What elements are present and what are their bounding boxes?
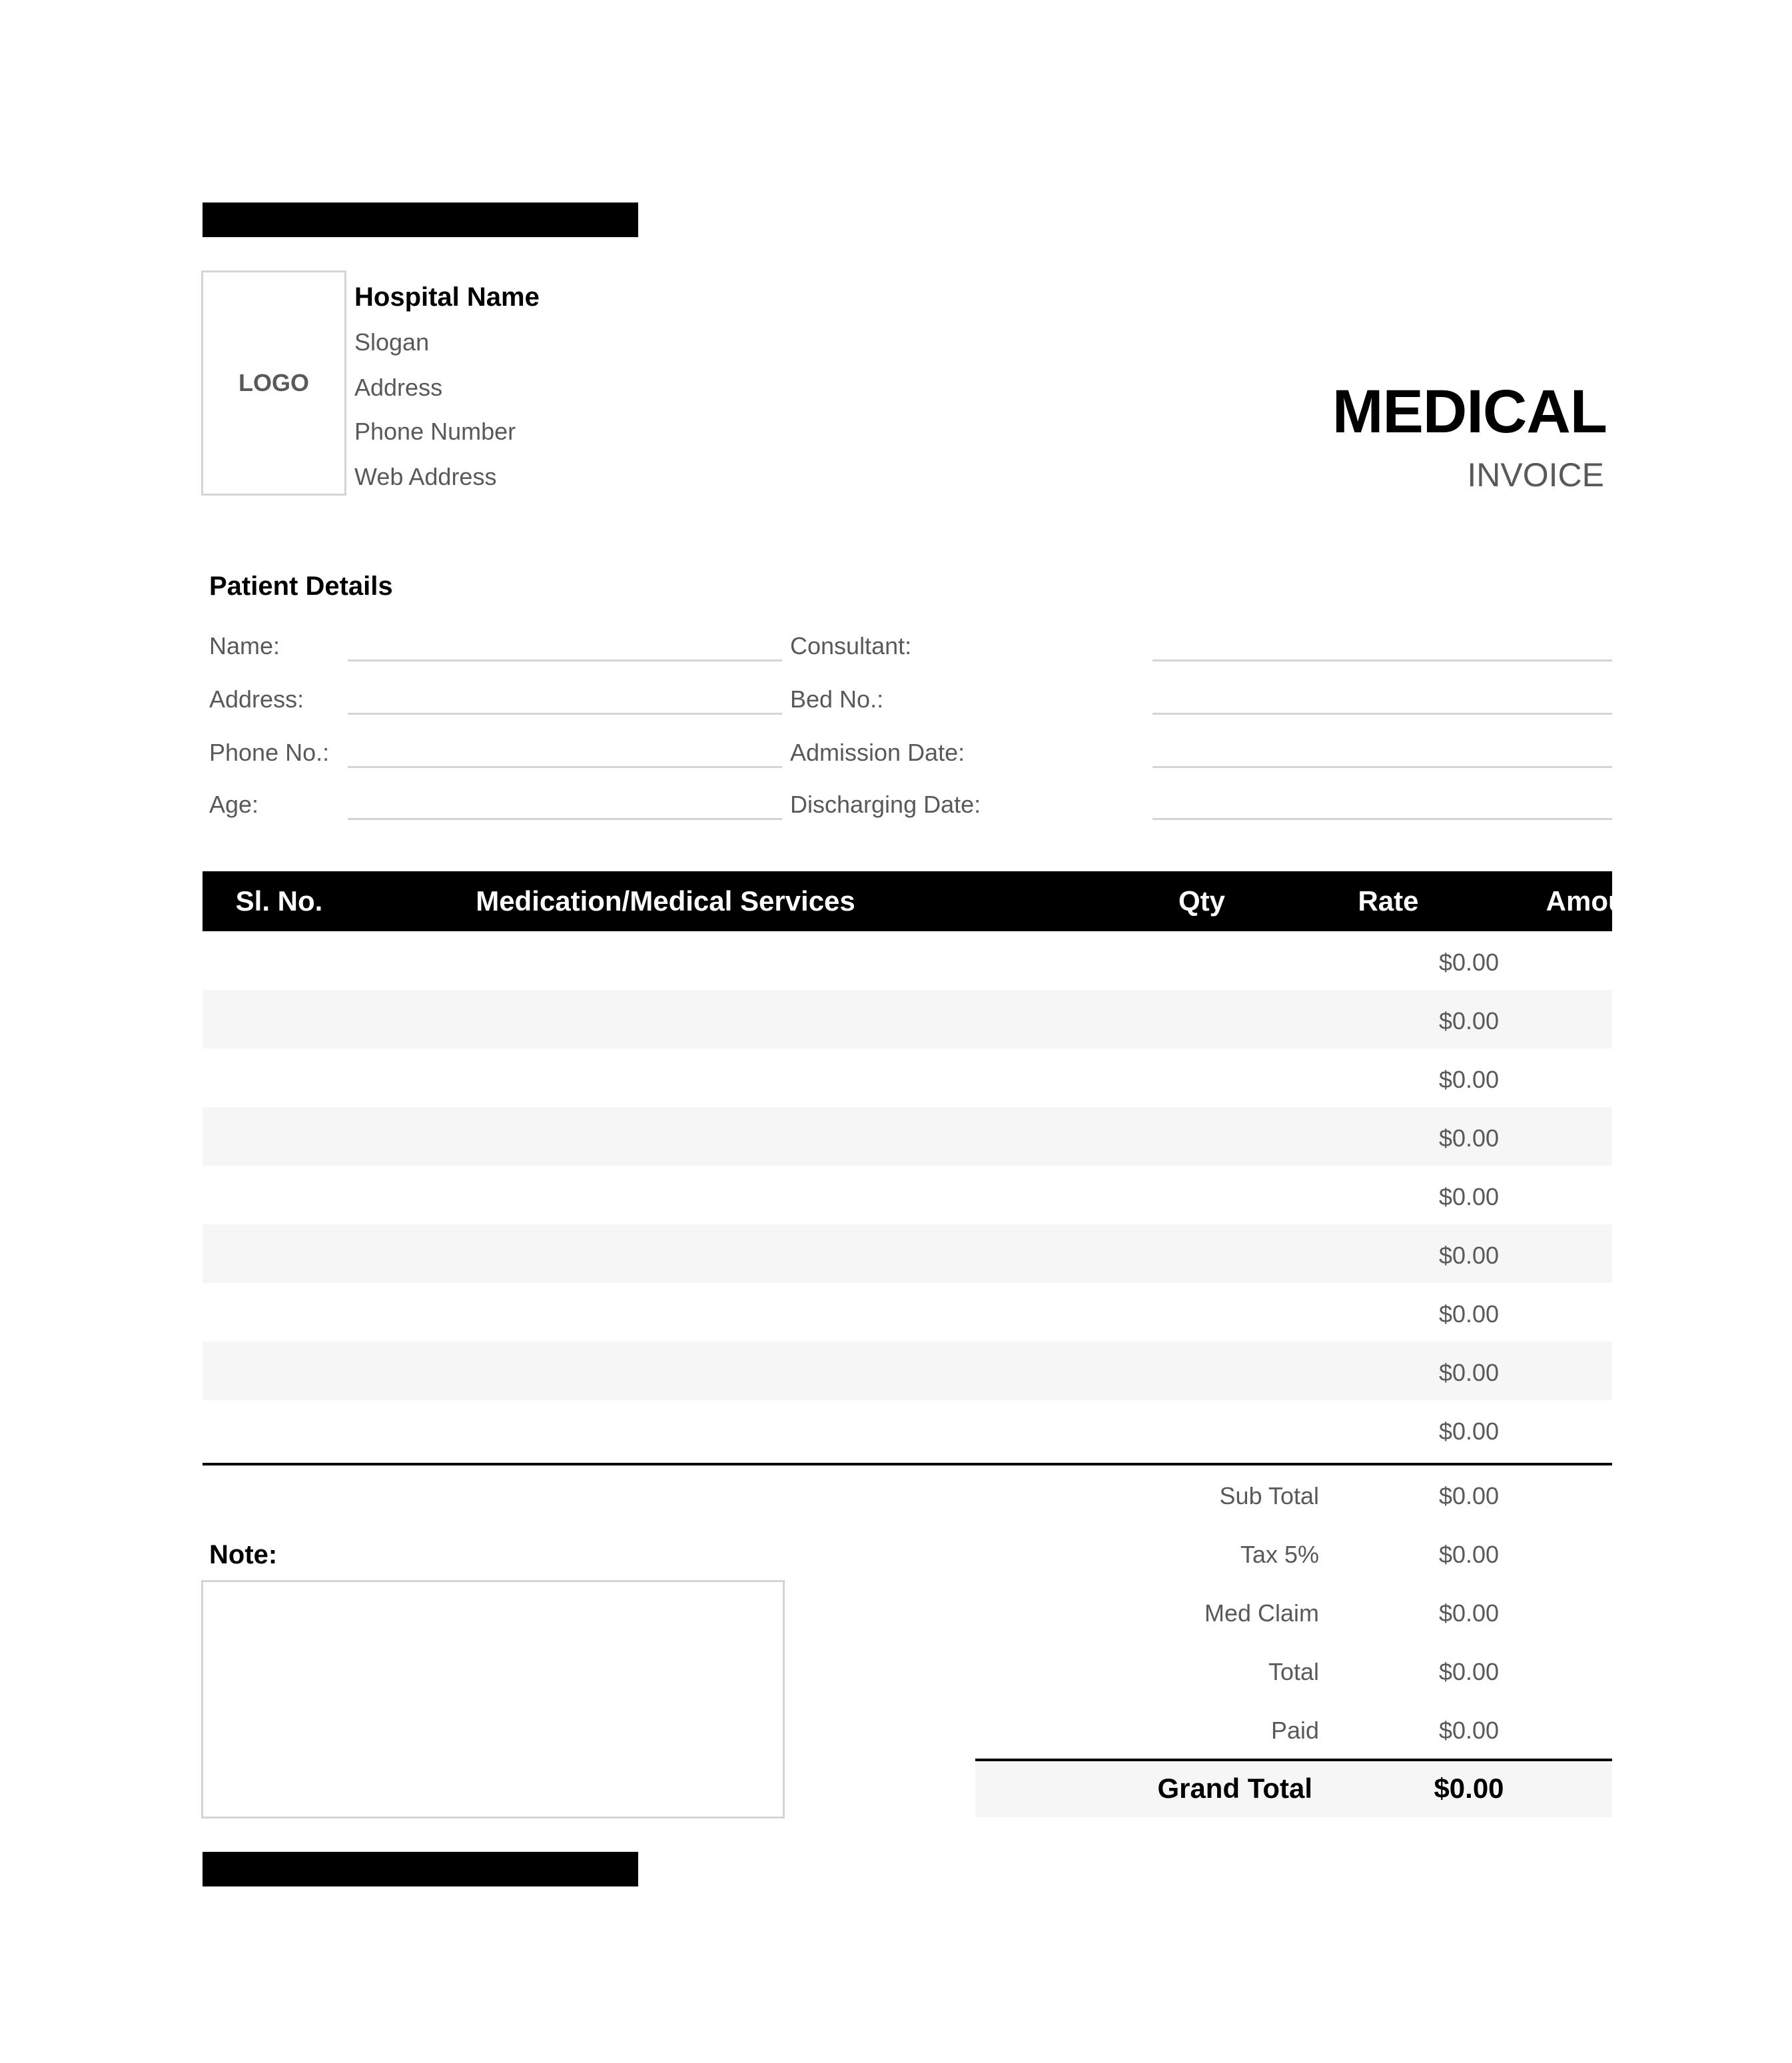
row-amount: $0.00 — [1438, 1183, 1500, 1210]
bottom-accent-bar — [203, 1852, 638, 1886]
table-row[interactable] — [203, 1283, 1612, 1342]
grand-total-value: $0.00 — [1434, 1773, 1504, 1804]
row-amount: $0.00 — [1438, 1242, 1500, 1269]
summary-label-subtotal: Sub Total — [1219, 1482, 1319, 1509]
field-name-input[interactable] — [348, 659, 782, 661]
document-subtitle: INVOICE — [1467, 456, 1604, 494]
field-label-age: Age: — [209, 791, 259, 818]
logo-label: LOGO — [238, 369, 309, 396]
summary-value-paid: $0.00 — [1438, 1717, 1500, 1744]
table-row[interactable] — [203, 1224, 1612, 1283]
summary-label-med-claim: Med Claim — [1204, 1599, 1319, 1627]
field-admission-input[interactable] — [1152, 766, 1612, 768]
row-amount: $0.00 — [1438, 1418, 1500, 1445]
field-bed-input[interactable] — [1152, 713, 1612, 715]
hospital-address: Address — [354, 374, 443, 401]
row-amount: $0.00 — [1438, 1300, 1500, 1328]
top-accent-bar — [203, 203, 638, 237]
note-label: Note: — [209, 1540, 278, 1569]
row-amount: $0.00 — [1438, 1359, 1500, 1386]
field-discharge-input[interactable] — [1152, 818, 1612, 820]
summary-label-total: Total — [1268, 1658, 1319, 1685]
hospital-web: Web Address — [354, 463, 497, 490]
document-title: MEDICAL — [1332, 378, 1607, 446]
field-phone-input[interactable] — [348, 766, 782, 768]
field-age-input[interactable] — [348, 818, 782, 820]
summary-label-tax: Tax 5% — [1240, 1541, 1319, 1568]
row-amount: $0.00 — [1438, 1124, 1500, 1152]
table-row[interactable] — [203, 1166, 1612, 1224]
column-header-sl-no: Sl. No. — [235, 885, 323, 917]
hospital-phone: Phone Number — [354, 418, 516, 445]
field-address-input[interactable] — [348, 713, 782, 715]
column-header-amount: Amount — [1546, 885, 1652, 917]
row-amount: $0.00 — [1438, 1007, 1500, 1034]
field-label-bed: Bed No.: — [790, 685, 884, 713]
summary-value-tax: $0.00 — [1438, 1541, 1500, 1568]
column-header-rate: Rate — [1358, 885, 1419, 917]
hospital-slogan: Slogan — [354, 328, 430, 356]
grand-total-label: Grand Total — [1157, 1773, 1312, 1804]
field-label-admission: Admission Date: — [790, 739, 965, 766]
field-consultant-input[interactable] — [1152, 659, 1612, 661]
patient-details-heading: Patient Details — [209, 572, 393, 601]
summary-label-paid: Paid — [1270, 1717, 1319, 1744]
table-row[interactable] — [203, 1342, 1612, 1400]
hospital-name: Hospital Name — [354, 282, 540, 312]
field-label-address: Address: — [209, 685, 304, 713]
summary-value-med-claim: $0.00 — [1438, 1599, 1500, 1627]
row-amount: $0.00 — [1438, 1066, 1500, 1093]
column-header-services: Medication/Medical Services — [476, 885, 855, 917]
note-textarea[interactable] — [201, 1580, 785, 1819]
table-bottom-rule — [203, 1463, 1612, 1465]
table-row[interactable] — [203, 990, 1612, 1048]
logo-placeholder — [201, 270, 346, 496]
row-amount: $0.00 — [1438, 949, 1500, 976]
table-row[interactable] — [203, 1048, 1612, 1107]
field-label-name: Name: — [209, 632, 280, 659]
field-label-phone: Phone No.: — [209, 739, 330, 766]
summary-value-total: $0.00 — [1438, 1658, 1500, 1685]
summary-value-subtotal: $0.00 — [1438, 1482, 1500, 1509]
table-row[interactable] — [203, 1107, 1612, 1166]
table-row[interactable] — [203, 1400, 1612, 1459]
field-label-discharge: Discharging Date: — [790, 791, 981, 818]
table-row[interactable] — [203, 931, 1612, 990]
table-header — [203, 871, 1652, 931]
field-label-consultant: Consultant: — [790, 632, 912, 659]
column-header-qty: Qty — [1178, 885, 1225, 917]
